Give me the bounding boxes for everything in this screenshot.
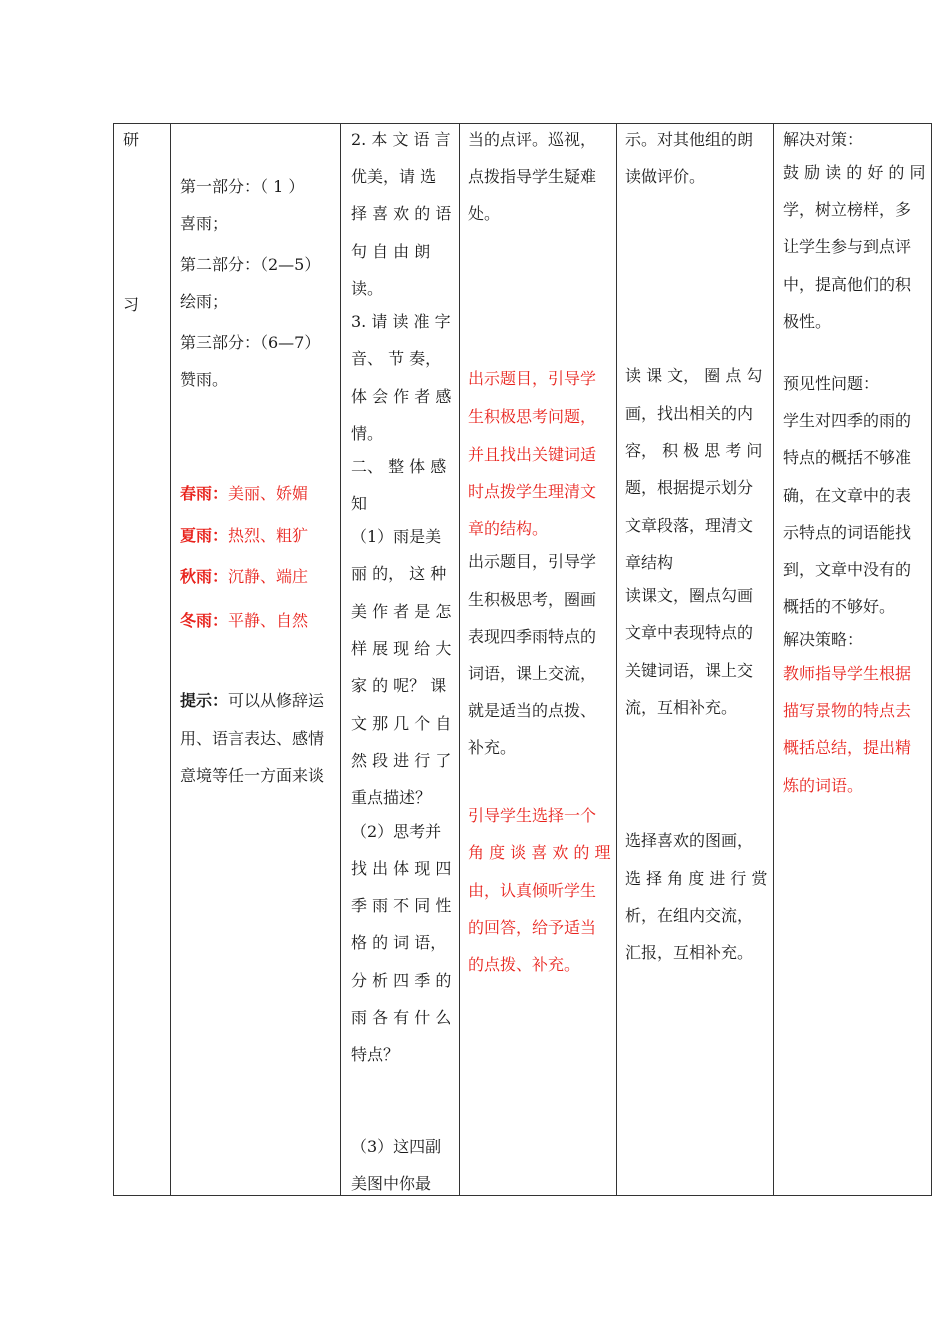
activity-column [341,124,459,1195]
teacher-line: 表现四季雨特点的 [468,627,597,646]
strategy-line: 极性。 [783,312,832,331]
hint-text: 可以从修辞运 [228,691,325,710]
hint-line: 用、语言表达、感情 [180,729,325,748]
teacher-line-red: 时点拨学生理清文 [468,482,597,501]
season-name: 秋雨： [180,567,229,586]
student-line: 析，在组内交流， [625,906,754,925]
hint-line [180,690,324,712]
student-line: 选择喜欢的图画， [625,831,754,850]
teacher-line-red: 的点拨、补充。 [468,955,581,974]
teacher-line-red: 生积极思考问题， [468,407,597,426]
activity-line: 音、 节 奏， [351,349,442,368]
part-line: 第一部分：（ 1 ） [180,177,305,196]
student-line: 文章中表现特点的 [625,623,754,642]
strategy-line: 学生对四季的雨的 [783,411,912,430]
activity-line: 美 作 者 是 怎 [351,602,452,621]
part-line: 绘雨； [180,292,229,311]
strategy-line: 示特点的词语能找 [783,523,912,542]
activity-line: 特点？ [351,1045,400,1064]
activity-line: 句 自 由 朗 [351,242,431,261]
activity-line: 雨 各 有 什 么 [351,1008,452,1027]
strategy-line: 概括的不够好。 [783,597,896,616]
teacher-line: 处。 [468,204,501,223]
activity-line: 家 的 呢？ 课 [351,676,447,695]
season-line [180,483,308,505]
season-line [180,610,308,632]
student-line: 读 课 文， 圈 点 勾 [625,366,763,385]
activity-line: 找 出 体 现 四 [351,859,452,878]
part-line: 第二部分：（2—5） [180,255,321,274]
season-name: 冬雨： [180,611,229,630]
hint-label: 提示： [180,691,229,710]
season-desc: 平静、自然 [228,611,309,630]
strategy-title: 预见性问题： [783,374,880,393]
part-line: 赞雨。 [180,370,229,389]
part-line: 第三部分：（6—7） [180,333,321,352]
strategy-line: 到，文章中没有的 [783,560,912,579]
teacher-line-red: 的回答，给予适当 [468,918,597,937]
activity-line: 情。 [351,424,384,443]
stage-label-top: 研 [123,130,140,149]
lesson-plan-table [113,123,932,1196]
activity-line: 读。 [351,279,384,298]
student-line: 章结构 [625,553,674,572]
teacher-line-red: 由，认真倾听学生 [468,881,597,900]
activity-line: （2）思考并 [351,822,442,841]
activity-line: 体 会 作 者 感 [351,387,452,406]
teacher-line: 生积极思考，圈画 [468,590,597,609]
student-line: 关键词语，课上交 [625,661,754,680]
strategy-line: 确，在文章中的表 [783,486,912,505]
teacher-line-red: 章的结构。 [468,519,549,538]
stage-column [114,124,170,1195]
strategy-title: 解决对策： [783,130,864,149]
student-line: 画，找出相关的内 [625,404,754,423]
student-line: 容， 积 极 思 考 问 [625,441,763,460]
student-line: 文章段落，理清文 [625,516,754,535]
season-name: 夏雨： [180,526,229,545]
student-line: 汇报，互相补充。 [625,943,754,962]
activity-line: 优美，请 选 [351,167,437,186]
teacher-line-red: 引导学生选择一个 [468,806,597,825]
teacher-line-red: 出示题目，引导学 [468,369,597,388]
teacher-line: 补充。 [468,738,517,757]
teacher-line: 就是适当的点拨、 [468,701,597,720]
teacher-column [460,124,616,1195]
strategy-line-red: 描写景物的特点去 [783,701,912,720]
activity-line: 丽 的， 这 种 [351,564,447,583]
teacher-line: 出示题目，引导学 [468,552,597,571]
activity-line: 二、 整 体 感 [351,457,447,476]
teacher-line-red: 角 度 谈 喜 欢 的 理 [468,843,611,862]
strategy-line-red: 炼的词语。 [783,776,864,795]
strategy-line: 中，提高他们的积 [783,275,912,294]
activity-line: 3. 请 读 准 字 [351,312,451,331]
student-line: 读做评价。 [625,167,706,186]
activity-line: 格 的 词 语， [351,933,447,952]
season-line [180,525,308,547]
strategy-line: 学，树立榜样，多 [783,200,912,219]
strategy-line: 特点的概括不够准 [783,448,912,467]
strategy-column [774,124,932,1195]
season-desc: 沉静、端庄 [228,567,309,586]
hint-line: 意境等任一方面来谈 [180,766,325,785]
activity-line: 美图中你最 [351,1174,432,1193]
student-line: 流，互相补充。 [625,698,738,717]
stage-label-bottom: 习 [123,295,140,314]
content-column [171,124,340,1195]
strategy-line: 让学生参与到点评 [783,237,912,256]
season-desc: 美丽、娇媚 [228,484,309,503]
student-line: 题，根据提示划分 [625,478,754,497]
activity-line: 分 析 四 季 的 [351,971,452,990]
activity-line: 择 喜 欢 的 语 [351,204,452,223]
strategy-line-red: 教师指导学生根据 [783,664,912,683]
teacher-line: 当的点评。巡视， [468,130,597,149]
activity-line: 知 [351,494,368,513]
student-column [617,124,773,1195]
activity-line: 重点描述？ [351,788,432,807]
activity-line: 2. 本 文 语 言 [351,130,451,149]
season-name: 春雨： [180,484,229,503]
activity-line: 文 那 几 个 自 [351,714,452,733]
student-line: 选 择 角 度 进 行 赏 [625,869,768,888]
teacher-line-red: 并且找出关键词适 [468,445,597,464]
season-line [180,566,308,588]
strategy-line-red: 概括总结，提出精 [783,738,912,757]
strategy-title: 解决策略： [783,630,864,649]
teacher-line: 点拨指导学生疑难 [468,167,597,186]
activity-line: 样 展 现 给 大 [351,639,452,658]
season-desc: 热烈、粗犷 [228,526,309,545]
strategy-line: 鼓 励 读 的 好 的 同 [783,163,926,182]
activity-line: （1）雨是美 [351,527,442,546]
student-line: 示。对其他组的朗 [625,130,754,149]
activity-line: 然 段 进 行 了 [351,751,452,770]
part-line: 喜雨； [180,214,229,233]
teacher-line: 词语，课上交流， [468,664,597,683]
activity-line: （3）这四副 [351,1137,442,1156]
activity-line: 季 雨 不 同 性 [351,896,452,915]
student-line: 读课文，圈点勾画 [625,586,754,605]
